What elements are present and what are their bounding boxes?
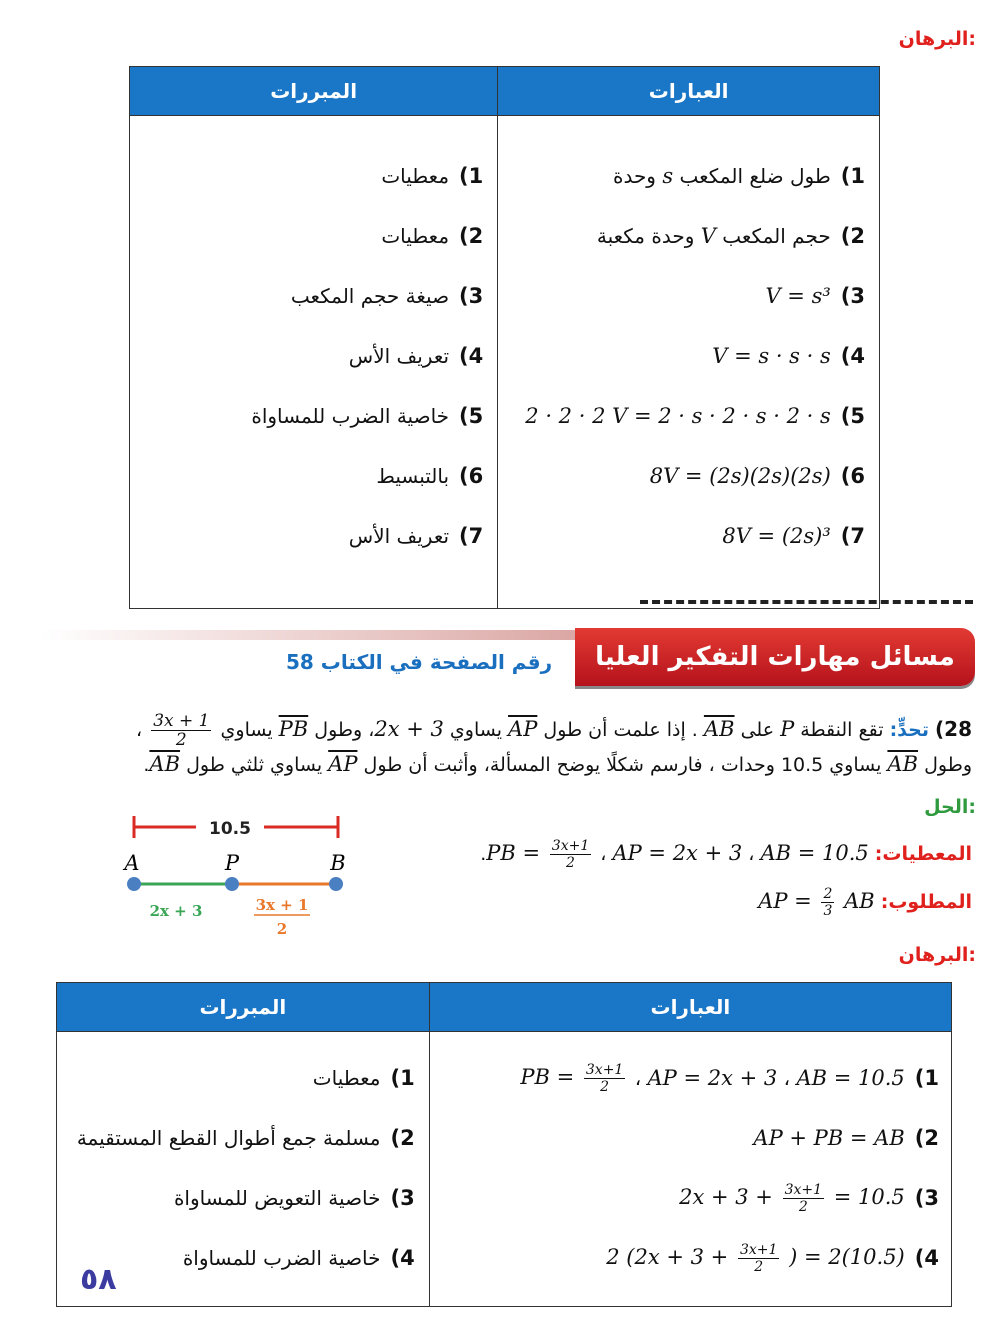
total-length-label: 10.5	[209, 819, 251, 839]
statement-row: 3) 2x + 3 + $\frac{3x+1}{2}$ = 10.5	[679, 1181, 939, 1215]
col-reasons: المبررات	[130, 67, 498, 116]
label-b: B	[330, 851, 346, 875]
reason-row: 6) بالتبسيط	[376, 464, 484, 488]
point-b	[329, 877, 343, 891]
segment-diagram	[110, 812, 370, 947]
reason-row: 2) مسلمة جمع أطوال القطع المستقيمة	[76, 1126, 415, 1150]
statement-row: 4) 2 (2x + 3 + $\frac{3x+1}{2}$ ) = 2(10.5)	[606, 1241, 939, 1275]
reason-row: 4) خاصية الضرب للمساواة	[182, 1246, 415, 1270]
proof-label-2: البرهان:	[898, 944, 976, 966]
reason-row: 2) معطيات	[381, 224, 484, 248]
solution-label: الحل:	[924, 796, 976, 818]
dashed-separator	[640, 600, 973, 604]
reason-row: 1) معطيات	[312, 1066, 415, 1090]
point-a	[127, 877, 141, 891]
statement-row: 4) V = s · s · s	[712, 344, 865, 368]
statements-cell	[498, 116, 880, 609]
reason-row: 5) خاصية الضرب للمساواة	[251, 404, 484, 428]
label-pb-denominator: 2	[276, 920, 288, 938]
page-reference: رقم الصفحة في الكتاب 58	[286, 650, 553, 674]
statement-row: 1) AB = 10.5 ، AP = 2x + 3 ، PB = $\frac{3x+1}{2}$	[520, 1061, 939, 1095]
reason-row: 1) معطيات	[381, 164, 484, 188]
proof-table-1	[129, 66, 880, 609]
reason-row: 3) خاصية التعويض للمساواة	[173, 1186, 415, 1210]
statement-row: 5) 2 · 2 · 2 V = 2 · s · 2 · s · 2 · s	[525, 404, 865, 428]
label-ap-length: 2x + 3	[149, 902, 203, 920]
statement-row: 2) AP + PB = AB	[753, 1126, 939, 1150]
statement-row: 3) V = s³	[765, 284, 865, 308]
statement-row: 2) حجم المكعب V وحدة مكعبة	[596, 224, 865, 248]
point-p	[225, 877, 239, 891]
col-statements-2: العبارات	[429, 983, 951, 1032]
required-line: المطلوب: AP = $\frac{2}{3}$ AB	[758, 886, 972, 919]
statement-row: 1) طول ضلع المكعب s وحدة	[612, 164, 865, 188]
label-pb-numerator: 3x + 1	[255, 896, 309, 914]
statement-row: 7) 8V = (2s)³	[722, 524, 865, 548]
label-p: P	[224, 851, 240, 875]
reason-row: 4) تعريف الأس	[348, 344, 484, 368]
statement-row: 6) 8V = (2s)(2s)(2s)	[649, 464, 865, 488]
statements-cell-2	[429, 1032, 951, 1307]
reasons-cell	[130, 116, 498, 609]
problem-line-1: 28) تحدٍّ: تقع النقطة P على $\overline{AB}$ . إذا علمت أن طول $\overline{AP}$ يساوي 2x + 3، وطول $\overline{PB}$ يساوي $\frac{3x + 1}{2}$ ،	[136, 711, 972, 750]
givens-line: المعطيات: AB = 10.5 ، AP = 2x + 3 ، PB = $\frac{3x+1}{2}$ .	[480, 838, 972, 871]
proof-table-2	[56, 982, 952, 1307]
problem-line-2: وطول $\overline{AB}$ يساوي 10.5 وحدات ، فارسم شكلًا يوضح المسألة، وأثبت أن طول $\overline{AP}$ يساوي ثلثي طول $\overline{AB}$.	[143, 752, 972, 776]
label-a: A	[124, 851, 140, 875]
col-reasons-2: المبررات	[57, 983, 430, 1032]
reason-row: 3) صيغة حجم المكعب	[290, 284, 484, 308]
proof-label: البرهان:	[898, 28, 976, 50]
col-statements: العبارات	[498, 67, 880, 116]
section-banner: مسائل مهارات التفكير العليا	[575, 628, 975, 686]
reason-row: 7) تعريف الأس	[348, 524, 484, 548]
banner-strip	[40, 630, 600, 640]
page-number: ٥٨	[80, 1262, 117, 1297]
